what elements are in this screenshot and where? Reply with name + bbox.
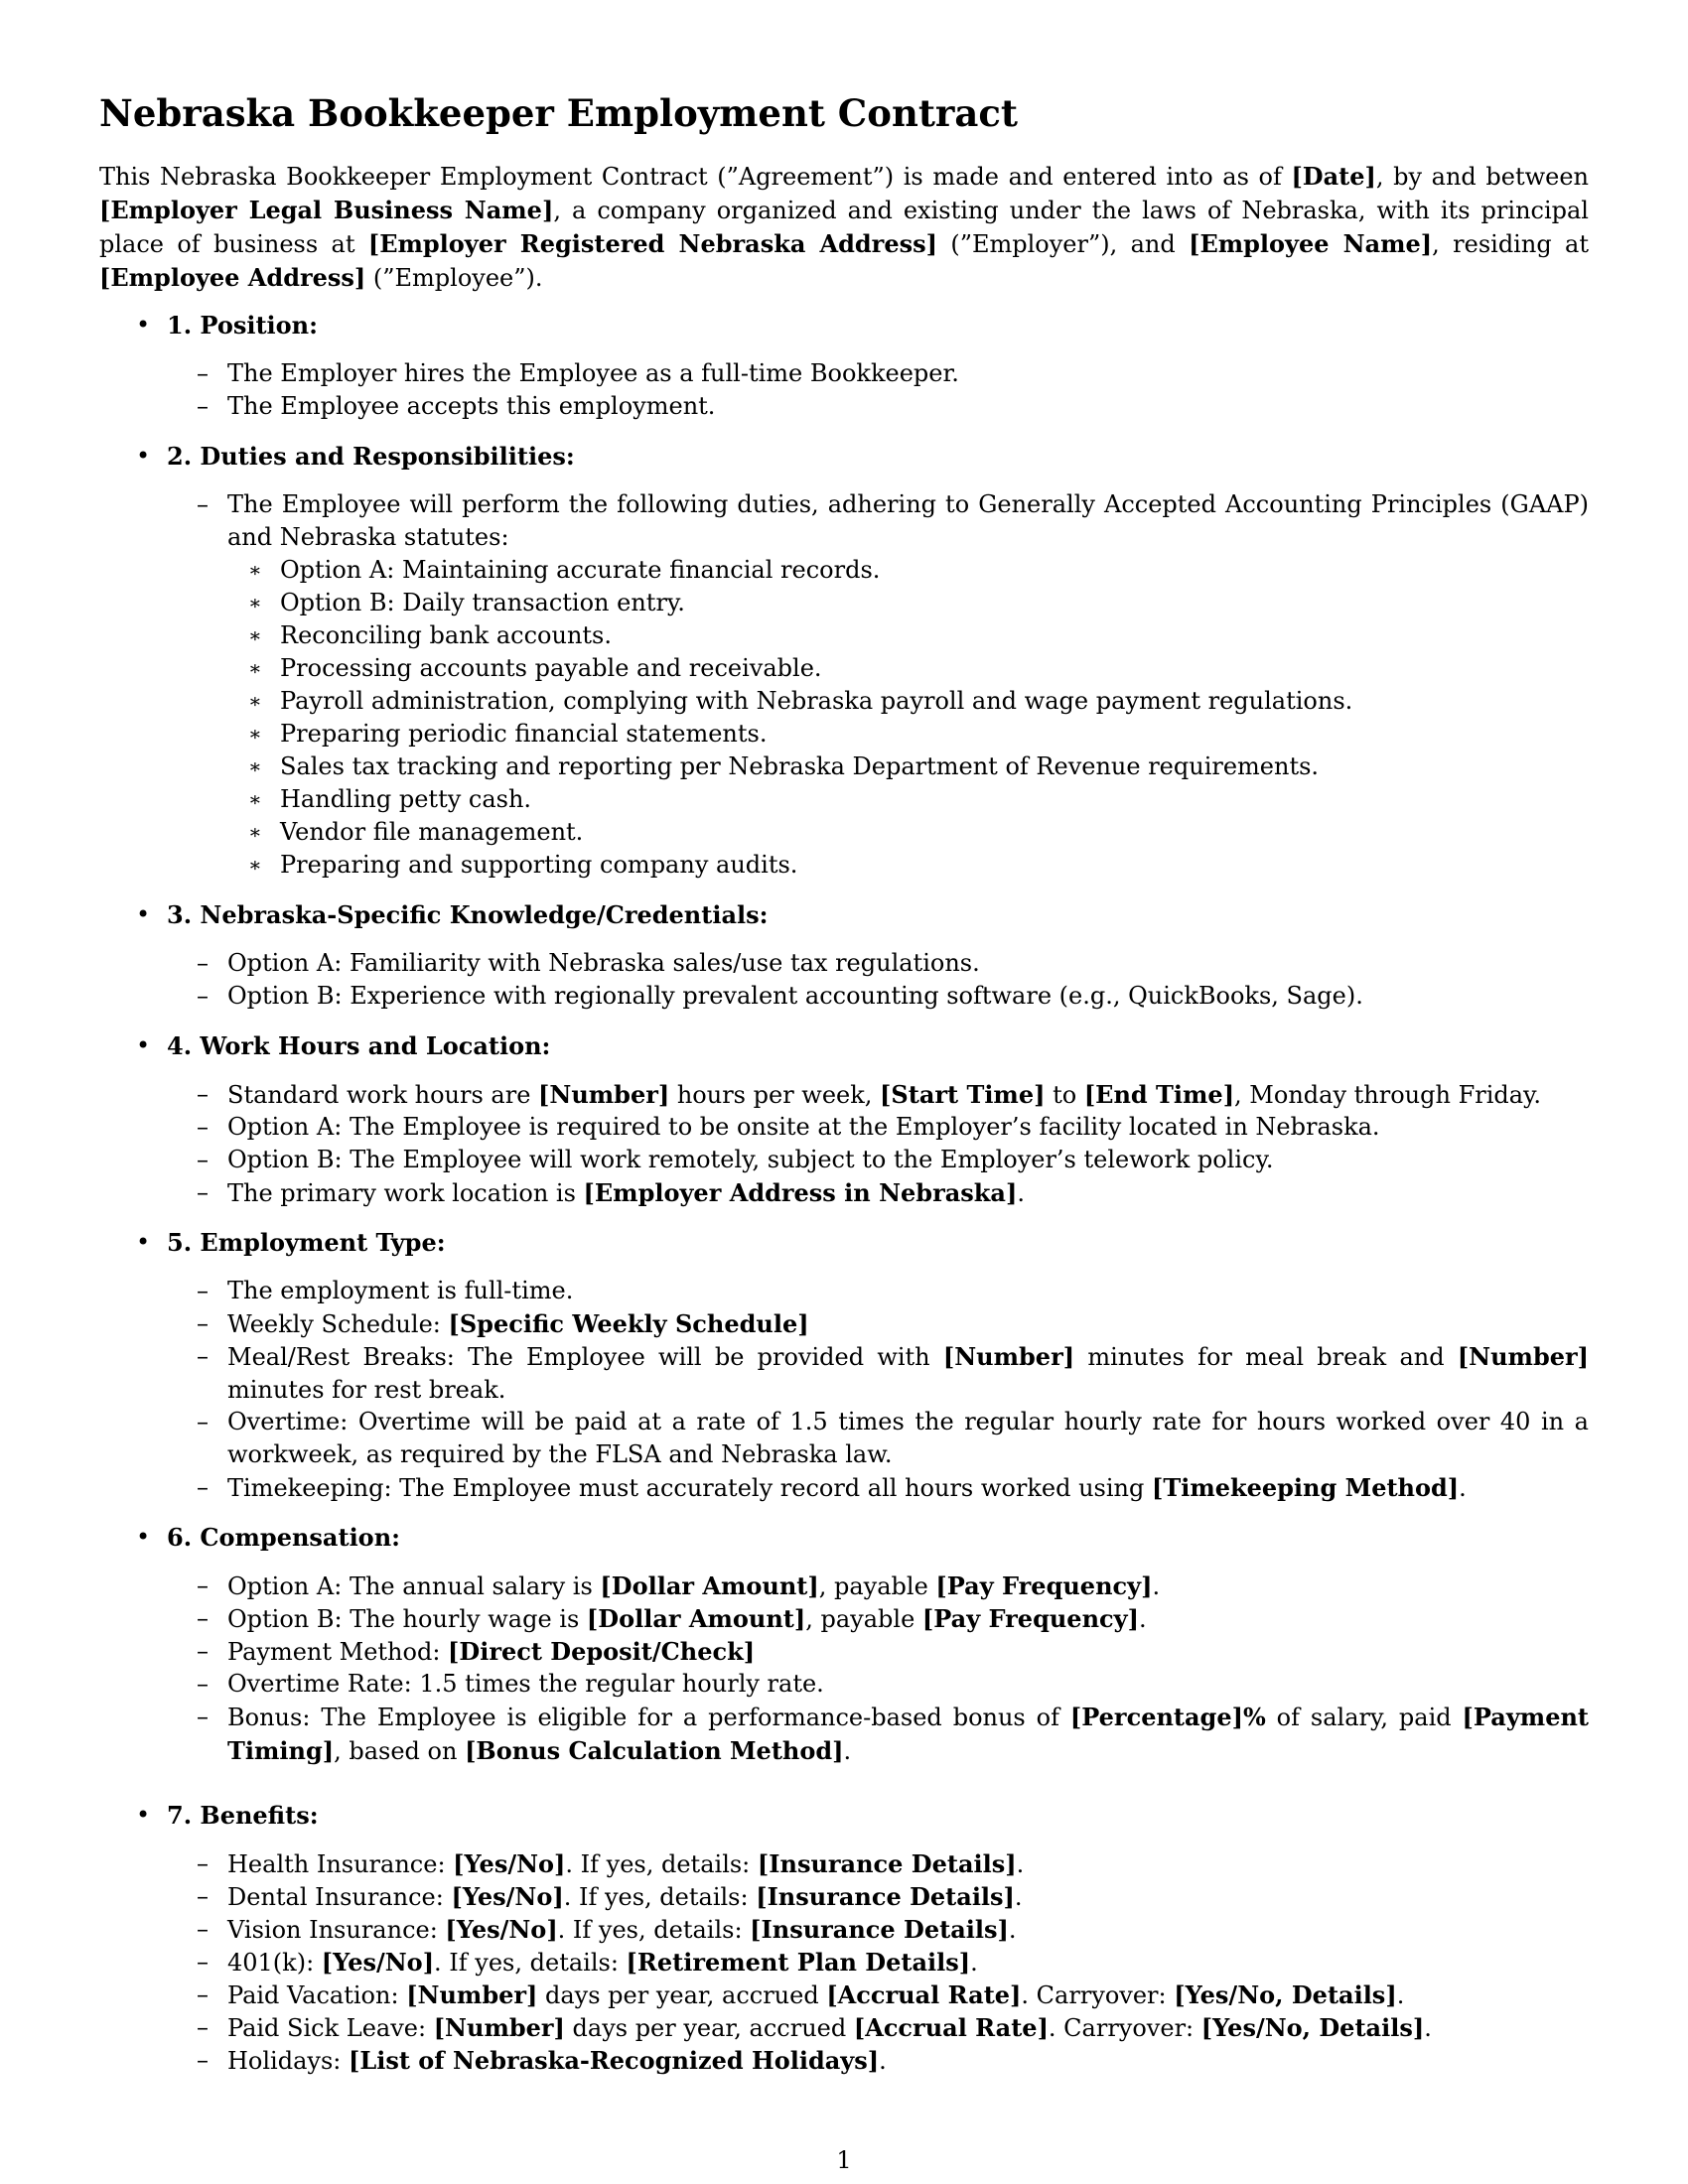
dash-icon: – (197, 949, 209, 977)
section-6-heading: 6. Compensation: (167, 1523, 400, 1552)
date-placeholder: [Date] (1291, 162, 1376, 191)
section-7-heading: 7. Benefits: (167, 1801, 319, 1830)
placeholder: [Yes/No] (453, 1849, 566, 1878)
placeholder: [Accrual Rate] (853, 2013, 1049, 2042)
sub-list-item: Preparing and supporting company audits. (280, 851, 798, 879)
asterisk-icon: ∗ (248, 623, 262, 647)
employee-name-placeholder: [Employee Name] (1189, 229, 1433, 258)
section-1-heading: 1. Position: (167, 311, 318, 340)
placeholder: [Pay Frequency] (935, 1571, 1153, 1600)
dash-icon: – (197, 1113, 209, 1141)
list-item: The Employee accepts this employment. (227, 392, 716, 420)
intro-text: , a company organized and existing under the laws of Nebraska, with its principal place of business at (99, 197, 1589, 258)
dash-icon: – (197, 1604, 209, 1632)
dash-icon: – (197, 1178, 209, 1206)
dash-icon: – (197, 2046, 209, 2074)
employee-address-placeholder: [Employee Address] (99, 263, 366, 292)
list-item: Option A: The Employee is required to be onsite at the Employer’s facility located in Nebraska. (227, 1113, 1380, 1141)
list-item: Weekly Schedule: [Specific Weekly Schedule] (227, 1309, 809, 1338)
placeholder: [Start Time] (880, 1080, 1046, 1109)
dash-icon: – (197, 1703, 209, 1730)
placeholder: [Insurance Details] (757, 1849, 1017, 1878)
placeholder: [Yes/No, Details] (1200, 2013, 1425, 2042)
placeholder: [Yes/No] (321, 1948, 435, 1977)
dash-icon: – (197, 1473, 209, 1501)
bullet-icon: • (136, 1523, 151, 1551)
list-item: Option A: The annual salary is [Dollar Amount], payable [Pay Frequency]. (227, 1571, 1161, 1600)
placeholder: [List of Nebraska-Recognized Holidays] (349, 2046, 880, 2075)
dash-icon: – (197, 1637, 209, 1665)
placeholder: [Dollar Amount] (586, 1604, 806, 1633)
list-item: Option B: Experience with regionally prevalent accounting software (e.g., QuickBooks, Sage). (227, 982, 1363, 1010)
bullet-icon: • (136, 1228, 151, 1256)
dash-icon: – (197, 1146, 209, 1173)
list-item: Option B: The hourly wage is [Dollar Amount], payable [Pay Frequency]. (227, 1604, 1147, 1633)
placeholder: [Direct Deposit/Check] (448, 1637, 756, 1666)
list-item: Option A: Familiarity with Nebraska sales/use tax regulations. (227, 949, 980, 977)
list-item: Bonus: The Employee is eligible for a performance-based bonus of [Percentage]% of salary, paid [Payment Timing], based on [Bonus Calculation Method]. (227, 1703, 1589, 1765)
list-item: Timekeeping: The Employee must accurately record all hours worked using [Timekeeping Method]. (227, 1473, 1467, 1502)
sub-list-item: Preparing periodic financial statements. (280, 720, 768, 748)
placeholder: [Number] (1457, 1342, 1589, 1371)
document-title: Nebraska Bookkeeper Employment Contract (99, 91, 1019, 135)
list-item: Meal/Rest Breaks: The Employee will be provided with [Number] minutes for meal break and [Number] minutes for rest break. (227, 1342, 1589, 1404)
placeholder: [Number] (538, 1080, 670, 1109)
list-item: Holidays: [List of Nebraska-Recognized Holidays]. (227, 2046, 887, 2075)
placeholder: [Specific Weekly Schedule] (448, 1309, 809, 1338)
employer-address-placeholder: [Employer Registered Nebraska Address] (367, 229, 937, 258)
list-item: Standard work hours are [Number] hours per week, [Start Time] to [End Time], Monday through Friday. (227, 1080, 1542, 1109)
intro-text: (”Employer”), and (936, 230, 1190, 258)
bullet-icon: • (136, 311, 151, 339)
bullet-icon: • (136, 900, 151, 928)
placeholder: [Pay Frequency] (921, 1604, 1139, 1633)
asterisk-icon: ∗ (248, 820, 262, 844)
sub-list-item: Sales tax tracking and reporting per Nebraska Department of Revenue requirements. (280, 752, 1320, 780)
list-item: Paid Sick Leave: [Number] days per year, accrued [Accrual Rate]. Carryover: [Yes/No, Details]. (227, 2013, 1432, 2042)
sub-list-item: Processing accounts payable and receivable. (280, 654, 822, 682)
intro-text: This Nebraska Bookkeeper Employment Contract (”Agreement”) is made and entered into as of (99, 163, 1292, 191)
sub-list-item: Reconciling bank accounts. (280, 621, 612, 649)
asterisk-icon: ∗ (248, 853, 262, 877)
placeholder: [Timekeeping Method] (1151, 1473, 1460, 1502)
list-item: 401(k): [Yes/No]. If yes, details: [Retirement Plan Details]. (227, 1948, 978, 1977)
placeholder: [Employer Address in Nebraska] (583, 1178, 1018, 1207)
sub-list-item: Option A: Maintaining accurate financial records. (280, 556, 881, 584)
placeholder: [End Time] (1083, 1080, 1235, 1109)
list-item: The employment is full-time. (227, 1277, 574, 1304)
list-item: The primary work location is [Employer Address in Nebraska]. (227, 1178, 1025, 1207)
placeholder: [Yes/No, Details] (1174, 1980, 1397, 2009)
asterisk-icon: ∗ (248, 689, 262, 713)
dash-icon: – (197, 1915, 209, 1943)
intro-paragraph (99, 160, 1589, 295)
dash-icon: – (197, 1849, 209, 1877)
section-5-heading: 5. Employment Type: (167, 1228, 446, 1257)
dash-icon: – (197, 392, 209, 420)
list-item: The Employer hires the Employee as a full-time Bookkeeper. (227, 359, 959, 387)
dash-icon: – (197, 1080, 209, 1108)
placeholder: [Dollar Amount] (600, 1571, 819, 1600)
dash-icon: – (197, 359, 209, 387)
placeholder: [Percentage]% (1069, 1703, 1266, 1731)
placeholder: [Yes/No] (451, 1882, 564, 1911)
list-item: Vision Insurance: [Yes/No]. If yes, details: [Insurance Details]. (227, 1915, 1017, 1944)
placeholder: [Number] (942, 1342, 1075, 1371)
list-item: Dental Insurance: [Yes/No]. If yes, details: [Insurance Details]. (227, 1882, 1023, 1911)
dash-icon: – (197, 982, 209, 1010)
dash-icon: – (197, 1408, 209, 1435)
placeholder: [Insurance Details] (750, 1915, 1009, 1944)
dash-icon: – (197, 1670, 209, 1698)
sub-list-item: Payroll administration, complying with Nebraska payroll and wage payment regulations. (280, 687, 1353, 715)
intro-text: (”Employee”). (365, 264, 543, 292)
employer-name-placeholder: [Employer Legal Business Name] (99, 196, 554, 224)
sub-list-item: Vendor file management. (280, 818, 584, 846)
dash-icon: – (197, 1277, 209, 1304)
dash-icon: – (197, 1980, 209, 2008)
list-item: Health Insurance: [Yes/No]. If yes, details: [Insurance Details]. (227, 1849, 1025, 1878)
asterisk-icon: ∗ (248, 787, 262, 811)
dash-icon: – (197, 2013, 209, 2041)
list-item: Overtime: Overtime will be paid at a rate of 1.5 times the regular hourly rate for hours worked over 40 in a workweek, as required by the FLSA and Nebraska law. (227, 1408, 1589, 1468)
dash-icon: – (197, 1948, 209, 1976)
placeholder: [Number] (433, 2013, 565, 2042)
section-3-heading: 3. Nebraska-Specific Knowledge/Credentials: (167, 900, 769, 929)
dash-icon: – (197, 1571, 209, 1599)
asterisk-icon: ∗ (248, 722, 262, 746)
list-item: Payment Method: [Direct Deposit/Check] (227, 1637, 756, 1666)
dash-icon: – (197, 490, 209, 518)
page-number: 1 (836, 2146, 852, 2174)
list-item: Overtime Rate: 1.5 times the regular hourly rate. (227, 1670, 824, 1698)
list-item: The Employee will perform the following duties, adhering to Generally Accepted Accounting Principles (GAAP) and Nebraska statutes: (227, 490, 1589, 551)
asterisk-icon: ∗ (248, 754, 262, 778)
placeholder: [Yes/No] (445, 1915, 558, 1944)
bullet-icon: • (136, 442, 151, 470)
section-2-heading: 2. Duties and Responsibilities: (167, 442, 575, 471)
sub-list-item: Handling petty cash. (280, 785, 532, 813)
asterisk-icon: ∗ (248, 558, 262, 582)
section-4-heading: 4. Work Hours and Location: (167, 1031, 551, 1060)
placeholder: [Accrual Rate] (826, 1980, 1022, 2009)
dash-icon: – (197, 1882, 209, 1910)
asterisk-icon: ∗ (248, 656, 262, 680)
intro-text: , residing at (1432, 230, 1589, 258)
dash-icon: – (197, 1309, 209, 1337)
sub-list-item: Option B: Daily transaction entry. (280, 589, 685, 616)
placeholder: [Bonus Calculation Method] (465, 1736, 844, 1765)
placeholder: [Payment Timing] (227, 1703, 1589, 1765)
placeholder: [Number] (406, 1980, 538, 2009)
placeholder: [Insurance Details] (756, 1882, 1015, 1911)
list-item: Paid Vacation: [Number] days per year, accrued [Accrual Rate]. Carryover: [Yes/No, Details]. (227, 1980, 1405, 2009)
list-item: Option B: The Employee will work remotely, subject to the Employer’s telework policy. (227, 1146, 1274, 1173)
bullet-icon: • (136, 1031, 151, 1059)
intro-text: , by and between (1375, 163, 1589, 191)
asterisk-icon: ∗ (248, 591, 262, 614)
dash-icon: – (197, 1342, 209, 1370)
placeholder: [Retirement Plan Details] (626, 1948, 971, 1977)
bullet-icon: • (136, 1801, 151, 1829)
